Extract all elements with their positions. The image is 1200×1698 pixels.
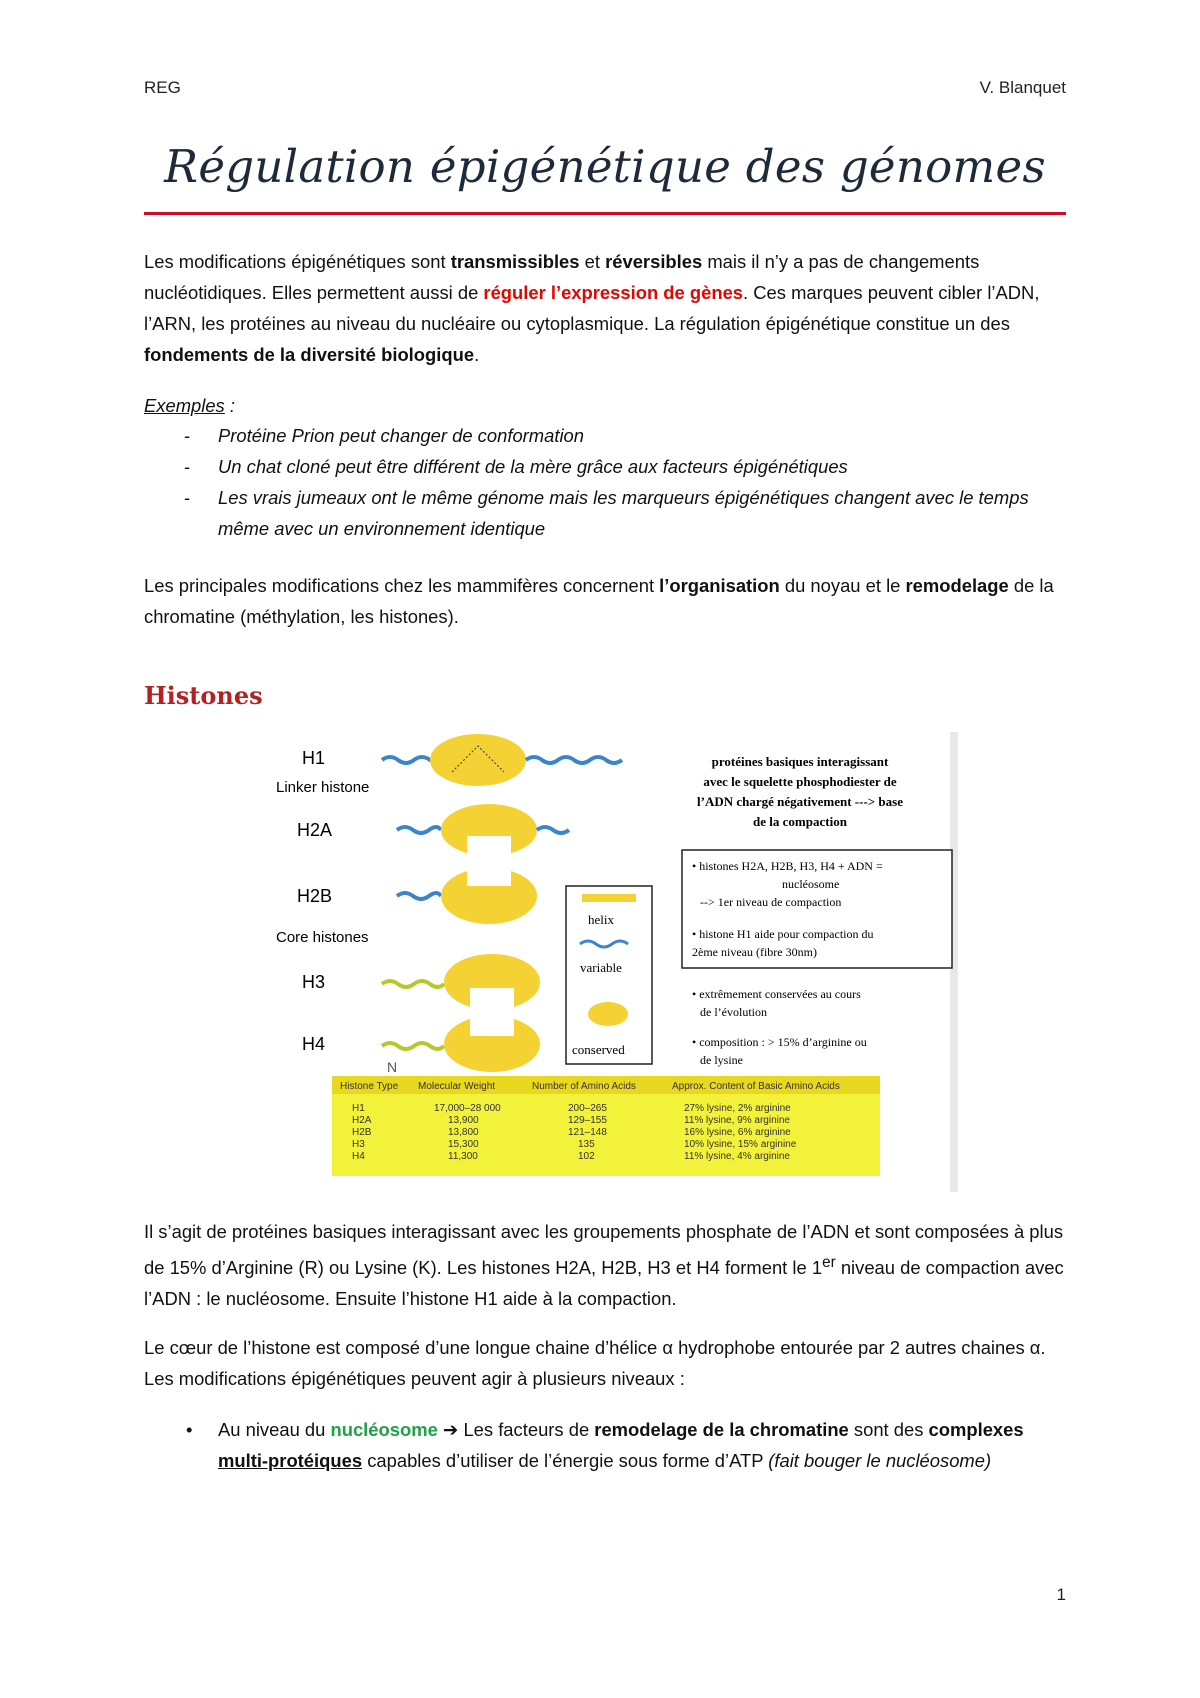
bullet-text-3: sont des: [848, 1419, 929, 1440]
principal-text-3: de la chromatine (méthylation, les histones).: [144, 575, 1054, 627]
bullet-nucleosome: [144, 1414, 1074, 1476]
intro-text-4: . Ces marques peuvent cibler l’ADN, l’ARN, les protéines au niveau du nucléaire ou cytoplasmique. La régulation épigénétique constitue un des: [144, 282, 1040, 334]
bullet-text-1: Au niveau du: [218, 1419, 331, 1440]
header-right: V. Blanquet: [979, 78, 1066, 97]
intro-text-3: mais il n’y a pas de changements nucléotidiques. Elles permettent aussi de: [144, 251, 980, 303]
extra-line: • composition : > 15% d’arginine ou: [692, 1035, 867, 1049]
principal-bold-organisation: l’organisation: [659, 575, 780, 596]
label-h2a: H2A: [297, 820, 333, 840]
table-cell: 16% lysine, 6% arginine: [684, 1127, 791, 1138]
table-cell: 121–148: [568, 1127, 607, 1138]
info-line: --> 1er niveau de compaction: [700, 895, 842, 909]
table-cell: 15,300: [448, 1139, 479, 1150]
legend-helix-label: helix: [588, 912, 614, 927]
label-core-histones: Core histones: [276, 929, 369, 946]
table-cell: 135: [578, 1139, 595, 1150]
intro-bold-fondements: fondements de la diversité biologique: [144, 344, 475, 365]
principal-text-2: du noyau et le: [779, 575, 906, 596]
dash-marker: -: [184, 487, 191, 508]
histones-paragraph-2: [144, 1332, 1074, 1394]
h2b-notch: [467, 868, 511, 886]
table-cell: 11% lysine, 9% arginine: [684, 1115, 790, 1126]
h1-globular: [430, 734, 526, 786]
arrow-icon: ➔: [437, 1419, 464, 1440]
table-cell: H3: [352, 1139, 365, 1150]
legend-conserved-label: conserved: [572, 1042, 625, 1057]
example-text: Protéine Prion peut changer de conformation: [218, 425, 584, 446]
examples-colon: :: [224, 395, 235, 416]
table-cell: 10% lysine, 15% arginine: [684, 1139, 797, 1150]
top-text-line: de la compaction: [753, 814, 847, 829]
info-line: • histone H1 aide pour compaction du: [692, 927, 874, 941]
legend-helix-swatch: [582, 894, 636, 902]
table-cell: 17,000–28 000: [434, 1103, 501, 1114]
info-line: • histones H2A, H2B, H3, H4 + ADN =: [692, 859, 883, 873]
intro-text-5: .: [474, 344, 480, 365]
intro-text-1: Les modifications épigénétiques sont: [144, 251, 451, 272]
table-header-cell: Number of Amino Acids: [532, 1081, 636, 1092]
h3-notch: [470, 988, 514, 1010]
examples-label: Exemples: [144, 395, 225, 416]
legend-variable-label: variable: [580, 960, 622, 975]
section-title-histones: Histones: [144, 681, 263, 710]
intro-paragraph: [144, 246, 1074, 370]
table-header-cell: Approx. Content of Basic Amino Acids: [672, 1081, 840, 1092]
table-cell: 27% lysine, 2% arginine: [684, 1103, 791, 1114]
list-item: [144, 420, 1084, 451]
examples-heading: [144, 390, 1074, 421]
histones-p1-text-1: Il s’agit de protéines basiques interagissant avec les groupements phosphate de l’ADN et sont composées à plus de 15% d’Arginine (R) ou Lysine (K). Les histones H2A, H2B, H3 et H4 forment le 1: [144, 1221, 1064, 1279]
example-text: Les vrais jumeaux ont le même génome mais les marqueurs épigénétiques changent avec le temps même avec un environnement identique: [218, 487, 1029, 539]
label-h3: H3: [302, 972, 326, 992]
principal-bold-remodelage: remodelage: [905, 575, 1009, 596]
bullet-dot: •: [186, 1419, 193, 1440]
table-cell: 13,900: [448, 1115, 479, 1126]
bullet-text: [218, 1414, 1074, 1476]
table-cell: 129–155: [568, 1115, 607, 1126]
table-cell: H1: [352, 1103, 365, 1114]
intro-text-2: et: [579, 251, 606, 272]
top-text-line: protéines basiques interagissant: [711, 754, 889, 769]
principal-paragraph: [144, 570, 1074, 632]
table-cell: 11% lysine, 4% arginine: [684, 1151, 790, 1162]
example-text: Un chat cloné peut être différent de la mère grâce aux facteurs épigénétiques: [218, 456, 848, 477]
extra-line: de lysine: [700, 1053, 743, 1067]
table-cell: 102: [578, 1151, 595, 1162]
bullet-italic-note: (fait bouger le nucléosome): [768, 1450, 992, 1471]
page-number: 1: [1056, 1585, 1066, 1604]
intro-red-regulation: réguler l’expression de gènes: [483, 282, 744, 303]
intro-bold-transmissibles: transmissibles: [450, 251, 580, 272]
top-text-line: l’ADN chargé négativement ---> base: [697, 794, 903, 809]
histones-p1-sup: er: [822, 1254, 836, 1271]
table-cell: 200–265: [568, 1103, 607, 1114]
label-n-terminus: N: [387, 1059, 398, 1075]
extra-line: • extrêmement conservées au cours: [692, 987, 861, 1001]
list-item: [144, 482, 1084, 544]
top-text-line: avec le squelette phosphodiester de: [703, 774, 897, 789]
dash-marker: -: [184, 425, 191, 446]
list-item: [144, 451, 1084, 482]
h2a-notch: [467, 836, 511, 856]
extra-line: de l’évolution: [700, 1005, 767, 1019]
page-title: Régulation épigénétique des génomes: [164, 140, 1046, 193]
histone-figure: [276, 732, 958, 1192]
label-h4: H4: [302, 1034, 326, 1054]
dash-marker: -: [184, 456, 191, 477]
legend-conserved-swatch: [588, 1002, 628, 1026]
title-rule: [144, 212, 1066, 215]
table-cell: H2B: [352, 1127, 372, 1138]
histones-p2-text: Le cœur de l’histone est composé d’une longue chaine d’hélice α hydrophobe entourée par 2 autres chaines α. Les modifications épigénétiques peuvent agir à plusieurs niveaux :: [144, 1337, 1046, 1389]
bullet-text-5: capables d’utiliser de l’énergie sous forme d’ATP: [362, 1450, 769, 1471]
label-h1: H1: [302, 748, 326, 768]
examples-list: [144, 420, 1084, 544]
header-left: REG: [144, 78, 181, 97]
histones-paragraph-1: [144, 1216, 1074, 1314]
table-header-cell: Molecular Weight: [418, 1081, 496, 1092]
h4-notch: [470, 1016, 514, 1036]
principal-text-1: Les principales modifications chez les mammifères concernent: [144, 575, 660, 596]
bullet-text-2: Les facteurs de: [463, 1419, 595, 1440]
info-line: nucléosome: [782, 877, 840, 891]
intro-bold-reversibles: réversibles: [605, 251, 703, 272]
bullet-bold-multiproteiques: multi-protéiques: [218, 1450, 363, 1471]
table-cell: H2A: [352, 1115, 372, 1126]
table-cell: 13,800: [448, 1127, 479, 1138]
info-line: 2ème niveau (fibre 30nm): [692, 945, 817, 959]
histones-p1-text-2: niveau de compaction avec l’ADN : le nucléosome. Ensuite l’histone H1 aide à la compaction.: [144, 1257, 1064, 1310]
table-header-cell: Histone Type: [340, 1081, 399, 1092]
bullet-bold-remodelage: remodelage de la chromatine: [594, 1419, 849, 1440]
label-linker-histone: Linker histone: [276, 779, 370, 796]
bullet-bold-complexes: complexes: [928, 1419, 1024, 1440]
label-h2b: H2B: [297, 886, 333, 906]
table-cell: H4: [352, 1151, 365, 1162]
table-cell: 11,300: [448, 1151, 478, 1162]
bullet-green-nucleosome: nucléosome: [330, 1419, 438, 1440]
